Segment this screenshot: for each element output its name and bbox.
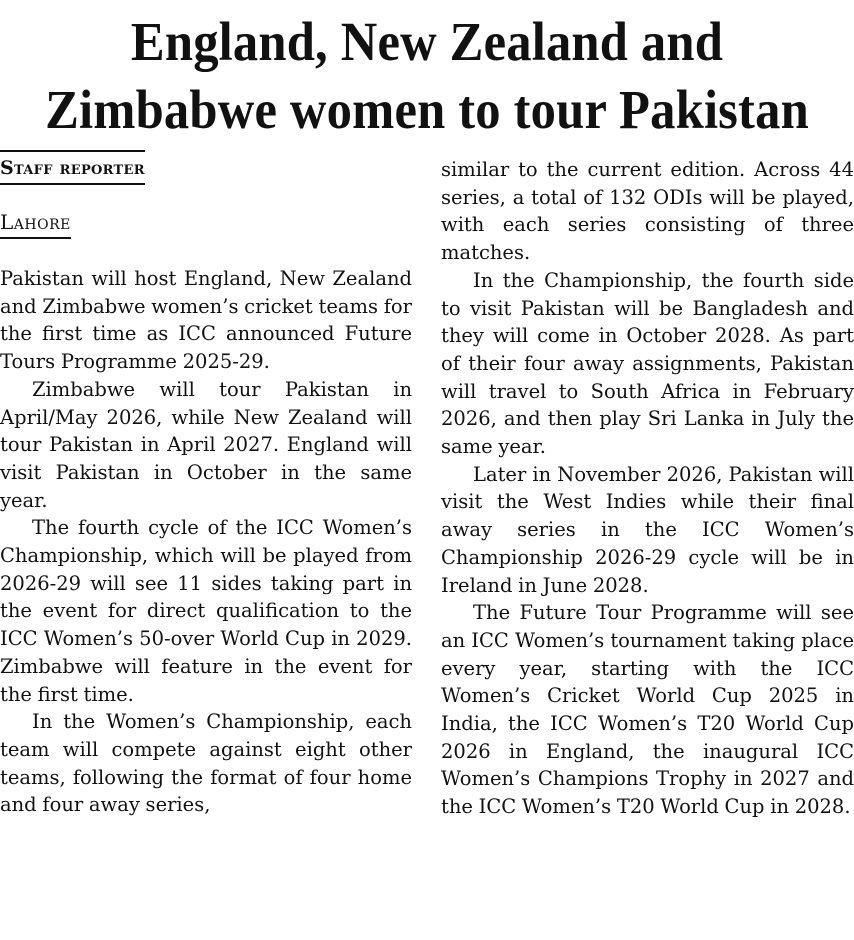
left-column <box>0 150 412 819</box>
article-paragraph: similar to the current edition. Across 44 series, a total of 132 ODIs will be played, with each series consisting of three matches. <box>441 158 854 265</box>
byline: Staff reporter <box>0 150 145 185</box>
article-paragraph: Pakistan will host England, New Zealand and Zimbabwe women’s cricket teams for the first time as ICC announced Future Tours Programme 2025-29. <box>0 267 412 374</box>
dateline-wrapper <box>0 185 412 239</box>
headline <box>34 8 820 144</box>
headline-line-2: Zimbabwe women to tour Pakistan <box>45 79 809 140</box>
article-paragraph: Later in November 2026, Pakistan will visit the West Indies while their final away series in the ICC Women’s Championship 2026-29 cycle will be in Ireland in June 2028. <box>441 462 854 597</box>
byline-wrapper <box>0 150 412 185</box>
left-column-body <box>0 265 412 819</box>
right-column <box>441 156 854 821</box>
article-paragraph: In the Championship, the fourth side to visit Pakistan will be Bangladesh and they will come in October 2028. As part of their four away assignments, Pakistan will travel to South Africa in February 2026, and then play Sri Lanka in July the same year. <box>441 268 854 459</box>
article-paragraph: The Future Tour Programme will see an ICC Women’s tournament taking place every year, starting with the ICC Women’s Cricket World Cup 2025 in India, the ICC Women’s T20 World Cup 2026 in England, the inaugural ICC Women’s Champions Trophy in 2027 and the ICC Women’s T20 World Cup in 2028. <box>441 601 854 819</box>
article-paragraph: The fourth cycle of the ICC Women’s Championship, which will be played from 2026-29 will see 11 sides taking part in the event for direct qualification to the ICC Women’s 50-over World Cup in 2029. Zimbabwe will feature in the event for the first time. <box>0 516 412 706</box>
article-paragraph: In the Women’s Championship, each team will compete against eight other teams, following the format of four home and four away series, <box>0 710 412 817</box>
article-paragraph: Zimbabwe will tour Pakistan in April/May 2026, while New Zealand will tour Pakistan in April 2027. England will visit Pakistan in October in the same year. <box>0 377 412 512</box>
dateline: Lahore <box>0 209 71 239</box>
headline-line-1: England, New Zealand and <box>130 11 724 72</box>
